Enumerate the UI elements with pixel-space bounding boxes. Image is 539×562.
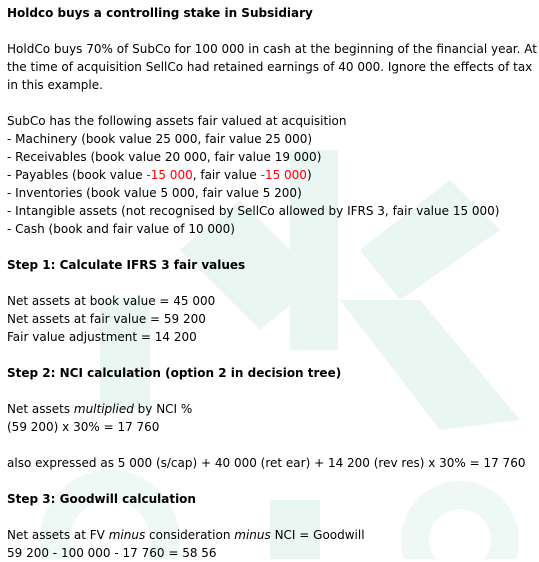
document-title: Holdco buys a controlling stake in Subsidiary — [7, 6, 313, 20]
step3-line-1 — [7, 526, 535, 544]
step3-line-1-pre: Net assets at FV — [7, 528, 109, 542]
document-body — [7, 4, 535, 562]
step3-line-1-mid: consideration — [145, 528, 235, 542]
asset-receivables: - Receivables (book value 20 000, fair value 19 000) — [7, 150, 322, 164]
asset-cash: - Cash (book and fair value of 10 000) — [7, 222, 235, 236]
intro-line-2: the time of acquisition SellCo had retained earnings of 40 000. Ignore the effects of tax — [7, 60, 533, 74]
step1-fair-value: Net assets at fair value = 59 200 — [7, 312, 206, 326]
step3-line-2: 59 200 - 100 000 - 17 760 = 58 56 — [7, 546, 217, 560]
step2-line-3: also expressed as 5 000 (s/cap) + 40 000 (ret ear) + 14 200 (rev res) x 30% = 17 760 — [7, 456, 526, 470]
step2-line-2: (59 200) x 30% = 17 760 — [7, 420, 160, 434]
step3-line-1-post: NCI = Goodwill — [270, 528, 365, 542]
step2-line-1-em: multiplied — [73, 402, 134, 416]
step1-heading: Step 1: Calculate IFRS 3 fair values — [7, 258, 246, 272]
asset-machinery: - Machinery (book value 25 000, fair value 25 000) — [7, 132, 313, 146]
asset-intangibles: - Intangible assets (not recognised by SellCo allowed by IFRS 3, fair value 15 000) — [7, 204, 500, 218]
step2-line-1 — [7, 400, 535, 418]
intro-line-3: in this example. — [7, 78, 103, 92]
intro-line-1: HoldCo buys 70% of SubCo for 100 000 in cash at the beginning of the financial year. At — [7, 42, 537, 56]
payables-fair-value: -15 000 — [260, 168, 307, 182]
step2-heading: Step 2: NCI calculation (option 2 in decision tree) — [7, 366, 342, 380]
step2-line-1-pre: Net assets — [7, 402, 74, 416]
step3-line-1-em1: minus — [108, 528, 146, 542]
asset-inventories: - Inventories (book value 5 000, fair value 5 200) — [7, 186, 302, 200]
payables-prefix: - Payables (book value — [7, 168, 147, 182]
payables-middle: , fair value — [192, 168, 261, 182]
payables-book-value: -15 000 — [146, 168, 193, 182]
step1-book-value: Net assets at book value = 45 000 — [7, 294, 216, 308]
step2-line-1-post: by NCI % — [133, 402, 193, 416]
step1-adjustment: Fair value adjustment = 14 200 — [7, 330, 197, 344]
step3-heading: Step 3: Goodwill calculation — [7, 492, 196, 506]
asset-payables — [7, 166, 535, 184]
payables-suffix: ) — [306, 168, 312, 182]
assets-heading: SubCo has the following assets fair valued at acquisition — [7, 114, 347, 128]
step3-line-1-em2: minus — [234, 528, 271, 542]
